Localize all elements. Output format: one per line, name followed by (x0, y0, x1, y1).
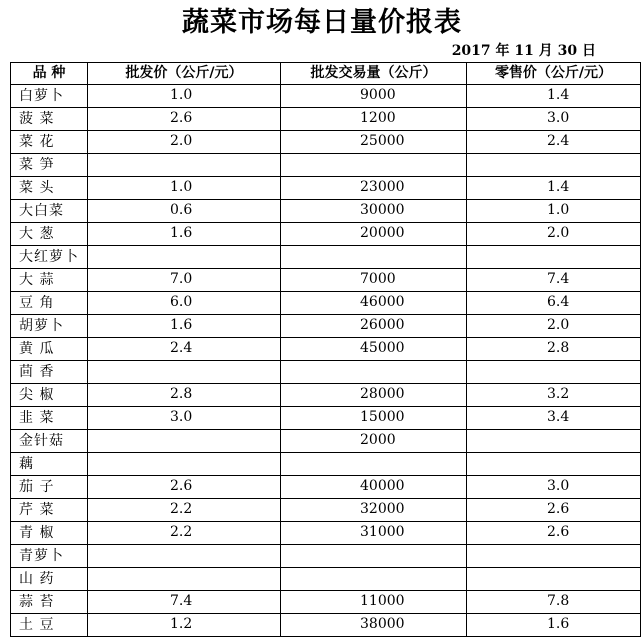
table-row (11, 108, 641, 131)
cell-variety: 土 豆 (11, 614, 88, 637)
cell-variety: 芹 菜 (11, 499, 88, 522)
cell-wholesale-price (88, 545, 281, 568)
cell-retail-price (467, 430, 641, 453)
cell-wholesale-volume: 15000 (281, 407, 467, 430)
cell-retail-price (467, 453, 641, 476)
cell-variety: 山 药 (11, 568, 88, 591)
cell-wholesale-volume: 30000 (281, 200, 467, 223)
header-retail-price: 零售价（公斤/元） (467, 63, 641, 85)
table-row (11, 361, 641, 384)
cell-variety: 白萝卜 (11, 85, 88, 108)
cell-variety: 金针菇 (11, 430, 88, 453)
header-wholesale-volume: 批发交易量（公斤） (281, 63, 467, 85)
table-row (11, 154, 641, 177)
cell-retail-price: 2.6 (467, 522, 641, 545)
cell-wholesale-volume: 46000 (281, 292, 467, 315)
table-row (11, 522, 641, 545)
cell-wholesale-volume (281, 545, 467, 568)
cell-retail-price: 2.6 (467, 499, 641, 522)
table-row (11, 131, 641, 154)
cell-wholesale-volume (281, 154, 467, 177)
table-row (11, 338, 641, 361)
cell-wholesale-price: 0.6 (88, 200, 281, 223)
cell-wholesale-price (88, 568, 281, 591)
cell-wholesale-volume: 28000 (281, 384, 467, 407)
table-row (11, 591, 641, 614)
cell-variety: 胡萝卜 (11, 315, 88, 338)
cell-wholesale-price: 7.0 (88, 269, 281, 292)
cell-retail-price: 3.0 (467, 108, 641, 131)
table-row (11, 545, 641, 568)
header-variety: 品 种 (11, 63, 88, 85)
cell-wholesale-price (88, 361, 281, 384)
cell-wholesale-price (88, 453, 281, 476)
cell-wholesale-price (88, 246, 281, 269)
table-row (11, 315, 641, 338)
table-row (11, 200, 641, 223)
cell-retail-price: 2.0 (467, 315, 641, 338)
table-row (11, 614, 641, 637)
cell-variety: 菠 菜 (11, 108, 88, 131)
cell-wholesale-price: 6.0 (88, 292, 281, 315)
cell-wholesale-volume (281, 246, 467, 269)
cell-wholesale-volume: 2000 (281, 430, 467, 453)
cell-wholesale-price: 2.2 (88, 499, 281, 522)
cell-wholesale-price (88, 430, 281, 453)
cell-wholesale-price: 7.4 (88, 591, 281, 614)
cell-wholesale-price: 2.6 (88, 108, 281, 131)
cell-wholesale-volume: 31000 (281, 522, 467, 545)
cell-variety: 菜 头 (11, 177, 88, 200)
cell-wholesale-volume: 9000 (281, 85, 467, 108)
report-date: 2017 年 11 月 30 日 (451, 43, 596, 59)
cell-wholesale-price: 2.0 (88, 131, 281, 154)
cell-retail-price: 7.8 (467, 591, 641, 614)
cell-wholesale-volume (281, 453, 467, 476)
header-wholesale-price: 批发价（公斤/元） (88, 63, 281, 85)
table-row (11, 85, 641, 108)
table-body (11, 85, 641, 637)
cell-variety: 大白菜 (11, 200, 88, 223)
cell-retail-price: 2.8 (467, 338, 641, 361)
table-row (11, 476, 641, 499)
cell-wholesale-volume: 7000 (281, 269, 467, 292)
cell-variety: 大红萝卜 (11, 246, 88, 269)
cell-wholesale-volume: 38000 (281, 614, 467, 637)
cell-retail-price: 1.0 (467, 200, 641, 223)
table-row (11, 499, 641, 522)
table-row (11, 407, 641, 430)
table-header-row (11, 63, 641, 85)
cell-variety: 韭 菜 (11, 407, 88, 430)
cell-retail-price (467, 361, 641, 384)
cell-variety: 豆 角 (11, 292, 88, 315)
cell-variety: 菜 花 (11, 131, 88, 154)
table-row (11, 269, 641, 292)
cell-wholesale-volume: 32000 (281, 499, 467, 522)
cell-wholesale-volume (281, 568, 467, 591)
cell-retail-price (467, 246, 641, 269)
cell-wholesale-price: 2.6 (88, 476, 281, 499)
table-row (11, 246, 641, 269)
table-row (11, 430, 641, 453)
cell-variety: 茴 香 (11, 361, 88, 384)
table-row (11, 384, 641, 407)
cell-wholesale-price: 1.0 (88, 85, 281, 108)
table-row (11, 292, 641, 315)
cell-wholesale-volume: 20000 (281, 223, 467, 246)
cell-variety: 青 椒 (11, 522, 88, 545)
cell-wholesale-volume (281, 361, 467, 384)
cell-variety: 大 葱 (11, 223, 88, 246)
cell-retail-price: 2.0 (467, 223, 641, 246)
cell-wholesale-price: 3.0 (88, 407, 281, 430)
cell-variety: 尖 椒 (11, 384, 88, 407)
cell-retail-price: 3.2 (467, 384, 641, 407)
table-row (11, 453, 641, 476)
cell-retail-price: 6.4 (467, 292, 641, 315)
cell-variety: 茄 子 (11, 476, 88, 499)
cell-variety: 菜 笋 (11, 154, 88, 177)
cell-wholesale-volume: 25000 (281, 131, 467, 154)
cell-wholesale-price (88, 154, 281, 177)
cell-retail-price: 2.4 (467, 131, 641, 154)
cell-retail-price: 3.0 (467, 476, 641, 499)
cell-wholesale-price: 2.2 (88, 522, 281, 545)
table-row (11, 177, 641, 200)
cell-wholesale-volume: 23000 (281, 177, 467, 200)
cell-wholesale-volume: 11000 (281, 591, 467, 614)
cell-variety: 蒜 苔 (11, 591, 88, 614)
cell-retail-price (467, 154, 641, 177)
cell-retail-price: 7.4 (467, 269, 641, 292)
cell-wholesale-price: 1.6 (88, 315, 281, 338)
cell-wholesale-volume: 26000 (281, 315, 467, 338)
cell-retail-price: 1.6 (467, 614, 641, 637)
cell-wholesale-price: 1.2 (88, 614, 281, 637)
cell-variety: 藕 (11, 453, 88, 476)
table-row (11, 568, 641, 591)
cell-wholesale-price: 1.6 (88, 223, 281, 246)
cell-wholesale-volume: 40000 (281, 476, 467, 499)
cell-retail-price (467, 568, 641, 591)
cell-retail-price (467, 545, 641, 568)
cell-wholesale-price: 1.0 (88, 177, 281, 200)
table-row (11, 223, 641, 246)
cell-wholesale-price: 2.4 (88, 338, 281, 361)
cell-variety: 大 蒜 (11, 269, 88, 292)
cell-retail-price: 1.4 (467, 177, 641, 200)
cell-retail-price: 3.4 (467, 407, 641, 430)
report-title: 蔬菜市场每日量价报表 (182, 7, 462, 38)
cell-wholesale-volume: 1200 (281, 108, 467, 131)
cell-variety: 黄 瓜 (11, 338, 88, 361)
cell-wholesale-price: 2.8 (88, 384, 281, 407)
price-table (10, 62, 641, 637)
cell-retail-price: 1.4 (467, 85, 641, 108)
cell-wholesale-volume: 45000 (281, 338, 467, 361)
cell-variety: 青萝卜 (11, 545, 88, 568)
